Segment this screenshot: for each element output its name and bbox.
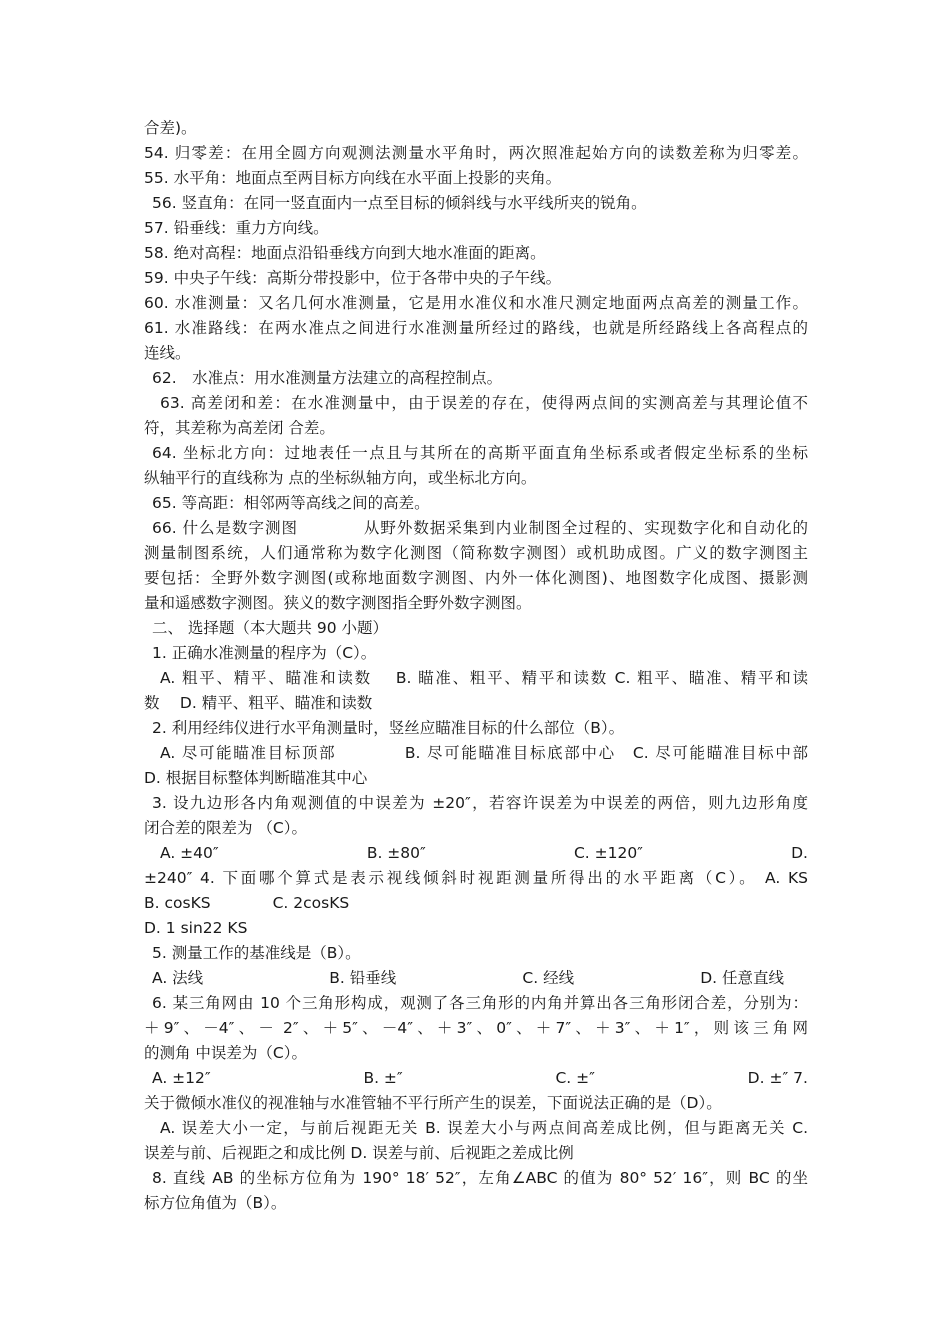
option: D. 任意直线 <box>700 969 784 987</box>
option: C. ±″ <box>555 1069 595 1087</box>
option: C. ±120″ <box>573 844 643 862</box>
answer-options: A. 尽可能瞄准目标顶部 B. 尽可能瞄准目标底部中心 C. 尽可能瞄准目标中部 <box>160 744 808 762</box>
question: 闭合差的限差为 （C）。 <box>144 819 308 837</box>
question: 6. 某三角网由 10 个三角形构成，观测了各三角形的内角并算出各三角形闭合差，分别为： <box>152 994 808 1012</box>
text-line: 符，其差称为高差闭 合差。 <box>144 419 335 437</box>
answer-options: 误差与前、后视距之和成比例 D. 误差与前、后视距之差成比例 <box>144 1144 574 1162</box>
question: ＋9″、－4″、－ 2″、＋5″、－4″、＋3″、0″、＋7″、＋3″、＋1″，则该三角网 <box>144 1019 808 1037</box>
option: D. <box>791 844 808 862</box>
answer-options: 数 D. 精平、粗平、瞄准和读数 <box>144 694 373 712</box>
option: D. ±″ 7. <box>747 1069 808 1087</box>
text-line: 56. 竖直角：在同一竖直面内一点至目标的倾斜线与水平线所夹的锐角。 <box>152 194 647 212</box>
text-line: 60. 水准测量：又名几何水准测量，它是用水准仪和水准尺测定地面两点高差的测量工作。 <box>144 294 808 312</box>
option: A. ±12″ <box>152 1069 211 1087</box>
text-line: 65. 等高距：相邻两等高线之间的高差。 <box>152 494 430 512</box>
question: 标方位角值为（B）。 <box>144 1194 287 1212</box>
text-line: 58. 绝对高程：地面点沿铅垂线方向到大地水准面的距离。 <box>144 244 546 262</box>
option: B. 铅垂线 <box>329 969 397 987</box>
section-heading: 二、 选择题（本大题共 90 小题） <box>152 619 389 637</box>
text-line: 纵轴平行的直线称为 点的坐标纵轴方向，或坐标北方向。 <box>144 469 537 487</box>
option: C. 经线 <box>522 969 575 987</box>
text-line: 合差)。 <box>144 119 197 137</box>
text-line: 连线。 <box>144 344 191 362</box>
answer-options <box>160 843 808 863</box>
text-line: 57. 铅垂线：重力方向线。 <box>144 219 329 237</box>
answer-options: B. cosKS C. 2cosKS <box>144 894 350 912</box>
question: 5. 测量工作的基准线是（B）。 <box>152 944 361 962</box>
option: B. ±80″ <box>366 844 426 862</box>
text-line: 量和遥感数字测图。狭义的数字测图指全野外数字测图。 <box>144 594 532 612</box>
question: 2. 利用经纬仪进行水平角测量时，竖丝应瞄准目标的什么部位（B）。 <box>152 719 625 737</box>
text-line: 61. 水准路线：在两水准点之间进行水准测量所经过的路线，也就是所经路线上各高程点的 <box>144 319 808 337</box>
answer-options <box>152 1068 808 1088</box>
text-line: 测量制图系统，人们通常称为数字化测图（简称数字测图）或机助成图。广义的数字测图主 <box>144 544 808 562</box>
answer-options <box>152 968 784 988</box>
text-line: 55. 水平角：地面点至两目标方向线在水平面上投影的夹角。 <box>144 169 562 187</box>
option: A. 法线 <box>152 969 204 987</box>
text-line: 62. 水准点：用水准测量方法建立的高程控制点。 <box>152 369 503 387</box>
text-line: 66. 什么是数字测图 从野外数据采集到内业制图全过程的、实现数字化和自动化的 <box>152 519 808 537</box>
text-line: 要包括：全野外数字测图(或称地面数字测图、内外一体化测图)、地图数字化成图、摄影测 <box>144 569 808 587</box>
question: 3. 设九边形各内角观测值的中误差为 ±20″，若容许误差为中误差的两倍，则九边形角度 <box>152 794 808 812</box>
answer-options: D. 1 sin22 KS <box>144 919 248 937</box>
question: 关于微倾水准仪的视准轴与水准管轴不平行所产生的误差，下面说法正确的是（D）。 <box>144 1094 722 1112</box>
question: 的测角 中误差为（C）。 <box>144 1044 308 1062</box>
question: 8. 直线 AB 的坐标方位角为 190° 18′ 52″，左角∠ABC 的值为 80° 52′ 16″，则 BC 的坐 <box>152 1169 808 1187</box>
question: 1. 正确水准测量的程序为（C）。 <box>152 644 377 662</box>
answer-options: A. 误差大小一定，与前后视距无关 B. 误差大小与两点间高差成比例，但与距离无关 C. <box>160 1119 808 1137</box>
option: A. ±40″ <box>160 844 219 862</box>
text-line: 63. 高差闭和差：在水准测量中，由于误差的存在，使得两点间的实测高差与其理论值不 <box>160 394 808 412</box>
answer-options: D. 根据目标整体判断瞄准其中心 <box>144 769 368 787</box>
text-line: 59. 中央子午线：高斯分带投影中，位于各带中央的子午线。 <box>144 269 562 287</box>
option: B. ±″ <box>363 1069 403 1087</box>
text-line: 64. 坐标北方向：过地表任一点且与其所在的高斯平面直角坐标系或者假定坐标系的坐标 <box>152 444 808 462</box>
answer-options: A. 粗平、精平、瞄准和读数 B. 瞄准、粗平、精平和读数 C. 粗平、瞄准、精平和读 <box>160 669 808 687</box>
question: ±240″ 4. 下面哪个算式是表示视线倾斜时视距测量所得出的水平距离（C）。 A. KS <box>144 869 808 887</box>
text-line: 54. 归零差：在用全圆方向观测法测量水平角时，两次照准起始方向的读数差称为归零差。 <box>144 144 808 162</box>
